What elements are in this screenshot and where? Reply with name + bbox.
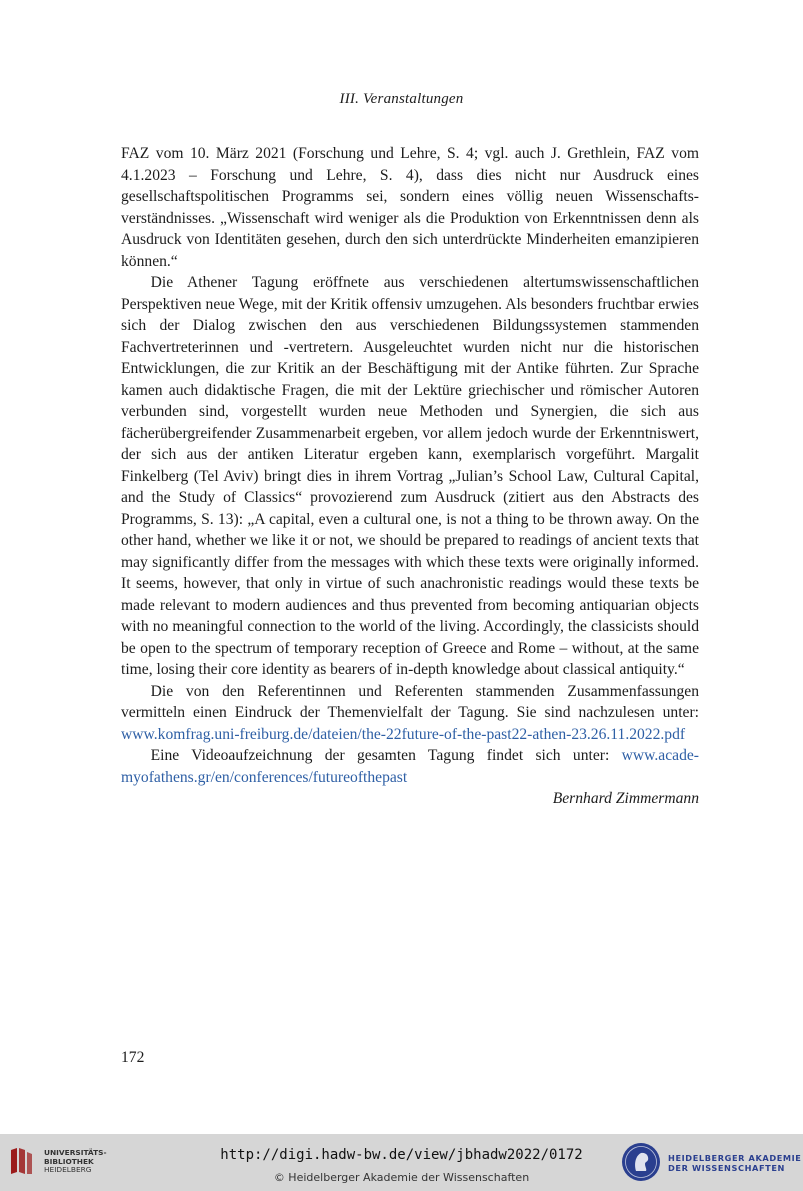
page-number: 172 [121,1049,145,1066]
library-logo-line: HEIDELBERG [44,1165,92,1175]
permalink-url[interactable]: http://digi.hadw-bw.de/view/jbhadw2022/0172 [220,1147,583,1163]
paragraph-3-text: Die von den Referentinnen und Referenten stammenden Zusammenfassungen vermitteln einen Eindruck der Themenvielfalt der Tagung. Sie sind nachzulesen unter: [121,682,699,721]
academy-logo-line: DER WISSENSCHAFTEN [668,1163,786,1173]
paragraph-4-text: Eine Videoaufzeichnung der gesamten Tagung findet sich unter: [150,747,622,764]
academy-logo[interactable] [620,1141,800,1185]
paragraph-1: FAZ vom 10. März 2021 (Forschung und Lehre, S. 4; vgl. auch J. Grethlein, FAZ vom 4.1.2023 – Forschung und Lehre, S. 4), dass dies nicht nur Ausdruck eines gesellschaftspolitischen Programms sei, sondern eines völlig neuen Wissenschaftsverständnisses. „Wissenschaft wird weniger als die Produktion von Erkenntnissen denn als Ausdruck von Identitäten gesehen, durch den sich unterdrückte Minderheiten emanzipieren können.“ [121,145,699,270]
video-link[interactable]: www.academyofathens.gr/en/conferences/futureofthepast [121,747,699,786]
paragraph-3 [121,681,699,746]
paragraph-4 [121,745,699,788]
library-logo-line: BIBLIOTHEK [44,1156,94,1166]
library-logo-line: UNIVERSITÄTS- [44,1148,107,1157]
running-head: III. Veranstaltungen [339,91,464,107]
paragraph-2: Die Athener Tagung eröffnete aus verschiedenen altertumswissenschaftlichen Perspektiven neue Wege, mit der Kritik offensiv umzugehen. Als besonders fruchtbar erwies sich der Dialog zwischen den aus verschiedenen Bildungssystemen stammenden Fachvertreterinnen und -vertretern. Ausgeleuchtet wurden nicht nur die historischen Entwicklungen, die zur Kritik an der Beschäftigung mit der Antike führten. Zur Sprache kamen auch didaktische Fragen, die mit der Lektüre griechischer und römischer Autoren verbunden sind, vorgestellt wurden neue Methoden und Synergien, die sich aus fächerübergreifender Zusammenarbeit ergeben, vor allem jedoch wurde der Erkenntniswert, der sich aus der antiken Literatur ergeben kann, exemplarisch vorgeführt. Margalit Finkelberg (Tel Aviv) bringt dies in ihrem Vortrag „Julian’s School Law, Cultural Capital, and the Study of Classics“ provozierend zum Ausdruck (zitiert aus den Abstracts des Programms, S. 13): „A capital, even a cultural one, is not a thing to be thrown away. On the other hand, whether we like it or not, we should be prepared to readings of ancient texts that may significantly differ from the messages with which these texts were originally informed. It seems, however, that only in virtue of such anachronistic readings would these texts be made relevant to modern audiences and thus prevented from becoming antiquarian objects with no meaningful connection to the world of the living. Accordingly, the classicists should be open to the spectrum of temporary reception of Greece and Rome – without, at the same time, losing their core identity as bearers of in-depth knowledge about classical antiquity.“ [121,274,699,678]
academy-logo-text [668,1153,802,1173]
author-signature: Bernhard Zimmermann [552,790,699,807]
article-body [121,143,699,810]
abstracts-link[interactable]: www.komfrag.uni-freiburg.de/dateien/the-22future-of-the-past22-athen-23.26.11.2022.pdf [121,725,686,743]
viewer-footer [0,1134,803,1191]
copyright-notice: © Heidelberger Akademie der Wissenschaften [273,1171,530,1184]
academy-seal-icon [620,1141,662,1183]
academy-logo-line: HEIDELBERGER AKADEMIE [668,1153,802,1163]
